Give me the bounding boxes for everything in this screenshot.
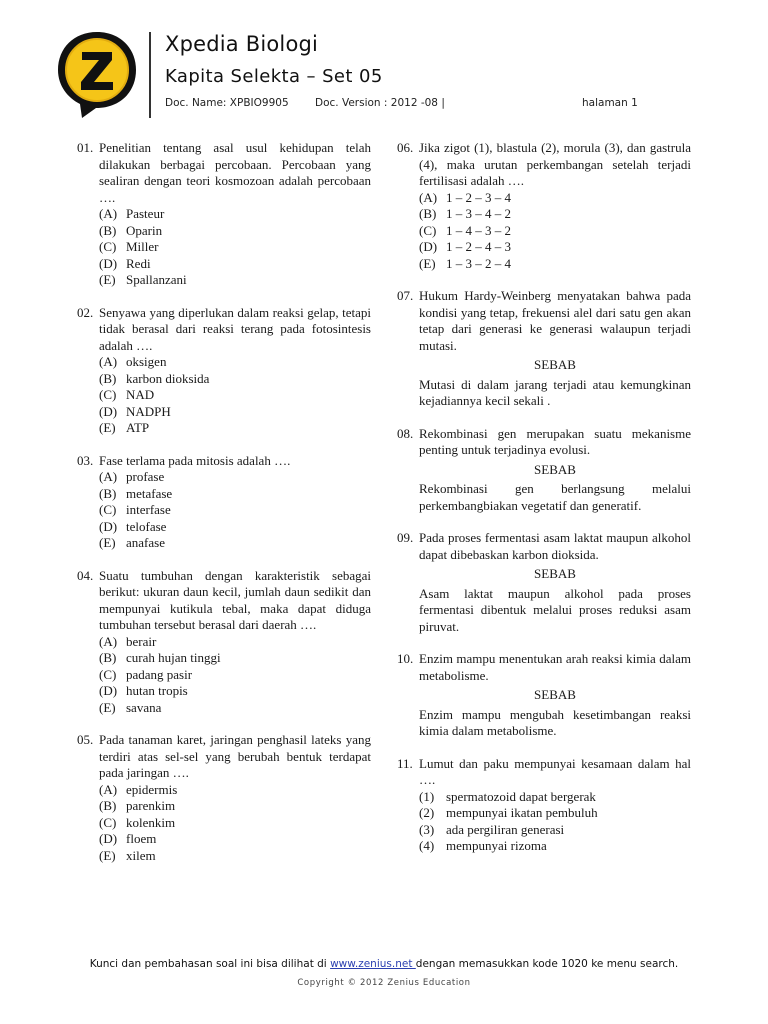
zenius-logo-icon (52, 28, 142, 120)
question-text: Jika zigot (1), blastula (2), morula (3), dan gastrula (4), maka urutan perkembangan setelah terjadi fertilisasi adalah …. (419, 140, 691, 188)
option-a: (A) berair (99, 633, 157, 649)
option-c: (C) kolenkim (99, 814, 176, 830)
question-11 (397, 756, 691, 855)
option-4: (4) mempunyai rizoma (419, 838, 547, 853)
reason-text: Rekombinasi gen berlangsung melalui perkembangbiakan vegetatif dan generatif. (419, 481, 691, 513)
option-d: (D) 1 – 2 – 4 – 3 (419, 239, 511, 254)
option-a: (A) profase (99, 469, 165, 484)
question-text: Penelitian tentang asal usul kehidupan telah dilakukan berbagai percobaan. Percobaan yang sealiran dengan teori kosmozoan adalah percobaan …. (99, 140, 371, 205)
option-d: (D) hutan tropis (99, 683, 188, 698)
question-number: 03. (77, 452, 94, 468)
option-1: (1) spermatozoid dapat bergerak (419, 788, 596, 804)
sebab-label: SEBAB (534, 461, 576, 477)
document-header (52, 28, 732, 120)
question-text: Pada tanaman karet, jaringan penghasil lateks yang terdiri atas sel-sel yang berubah bentuk terdapat pada jaringan …. (99, 732, 371, 780)
sebab-label: SEBAB (534, 566, 576, 581)
reason-text: Enzim mampu mengubah kesetimbangan reaksi kimia dalam metabolisme. (419, 706, 691, 738)
question-text: Pada proses fermentasi asam laktat maupun alkohol dapat dibebaskan karbon dioksida. (419, 530, 691, 562)
copyright: Copyright © 2012 Zenius Education (297, 978, 471, 988)
question-text: Suatu tumbuhan dengan karakteristik sebagai berikut: ukuran daun kecil, jumlah daun sedikit dan mempunyai kutikula tebal, maka dapat diduga tumbuhan tersebut berasal dari daerah …. (99, 567, 371, 632)
option-b: (B) karbon dioksida (99, 370, 210, 386)
option-3: (3) ada pergiliran generasi (419, 821, 565, 837)
footer-text-before: Kunci dan pembahasan soal ini bisa dilihat di (89, 958, 331, 970)
question-number: 10. (397, 651, 414, 666)
option-c: (C) NAD (99, 387, 155, 402)
option-c: (C) Miller (99, 239, 159, 254)
option-e: (E) ATP (99, 420, 150, 435)
sebab-label: SEBAB (534, 357, 576, 372)
question-09 (397, 530, 691, 635)
option-b: (B) curah hujan tinggi (99, 650, 221, 665)
question-01 (77, 140, 371, 289)
question-number: 02. (77, 304, 94, 320)
document-title: Xpedia Biologi (165, 32, 319, 56)
left-column (77, 140, 371, 880)
option-a: (A) Pasteur (99, 206, 165, 221)
option-d: (D) telofase (99, 518, 167, 534)
option-b: (B) metafase (99, 485, 173, 501)
option-c: (C) interfase (99, 502, 171, 517)
question-text: Hukum Hardy-Weinberg menyatakan bahwa pada kondisi yang tetap, frekuensi alel dari satu gen akan tetap dari generasi ke generasi walaupun terjadi mutasi. (419, 288, 691, 353)
option-a: (A) oksigen (99, 354, 167, 369)
question-number: 05. (77, 732, 94, 747)
option-e: (E) Spallanzani (99, 272, 187, 287)
option-2: (2) mempunyai ikatan pembuluh (419, 805, 598, 820)
document-subtitle: Kapita Selekta – Set 05 (165, 66, 383, 87)
question-number: 08. (397, 425, 414, 441)
zenius-link[interactable]: www.zenius.net (330, 958, 416, 970)
question-06 (397, 140, 691, 272)
question-07 (397, 288, 691, 410)
header-divider (149, 32, 151, 118)
option-d: (D) NADPH (99, 403, 171, 419)
footer-note (0, 958, 768, 970)
option-d: (D) Redi (99, 255, 151, 271)
option-a: (A) 1 – 2 – 3 – 4 (419, 189, 511, 205)
doc-version: Doc. Version : 2012 -08 | (315, 97, 445, 109)
footer-text-after: dengan memasukkan kode 1020 ke menu search. (415, 958, 679, 970)
question-text: Rekombinasi gen merupakan suatu mekanisme penting untuk terjadinya evolusi. (419, 425, 691, 457)
option-e: (E) 1 – 3 – 2 – 4 (419, 255, 511, 271)
question-number: 09. (397, 530, 414, 545)
reason-text: Asam laktat maupun alkohol pada proses fermentasi dibentuk melalui proses reduksi asam piruvat. (419, 585, 691, 634)
option-a: (A) epidermis (99, 781, 178, 797)
question-number: 11. (397, 755, 413, 771)
question-text: Senyawa yang diperlukan dalam reaksi gelap, tetapi tidak berasal dari reaksi terang pada fotosintesis adalah …. (99, 304, 371, 353)
option-d: (D) floem (99, 831, 157, 846)
question-04 (77, 568, 371, 717)
question-text: Fase terlama pada mitosis adalah …. (99, 452, 291, 468)
question-02 (77, 305, 371, 437)
option-b: (B) Oparin (99, 222, 163, 238)
option-e: (E) anafase (99, 535, 165, 550)
reason-text: Mutasi di dalam jarang terjadi atau kemungkinan kejadiannya kecil sekali . (419, 376, 691, 408)
question-08 (397, 426, 691, 515)
option-e: (E) xilem (99, 847, 156, 863)
option-e: (E) savana (99, 699, 162, 715)
page-number: halaman 1 (582, 97, 638, 109)
option-b: (B) 1 – 3 – 4 – 2 (419, 206, 511, 221)
doc-name: Doc. Name: XPBIO9905 (165, 97, 289, 109)
sebab-label: SEBAB (534, 687, 576, 702)
question-10 (397, 651, 691, 740)
question-number: 07. (397, 288, 414, 303)
option-b: (B) parenkim (99, 798, 176, 813)
question-03 (77, 453, 371, 552)
question-text: Enzim mampu menentukan arah reaksi kimia dalam metabolisme. (419, 651, 691, 683)
right-column (397, 140, 691, 871)
option-c: (C) padang pasir (99, 666, 193, 682)
question-number: 04. (77, 567, 94, 583)
question-05 (77, 732, 371, 864)
question-number: 06. (397, 140, 414, 155)
question-text: Lumut dan paku mempunyai kesamaan dalam hal …. (419, 755, 691, 787)
option-c: (C) 1 – 4 – 3 – 2 (419, 222, 511, 238)
question-number: 01. (77, 140, 94, 155)
